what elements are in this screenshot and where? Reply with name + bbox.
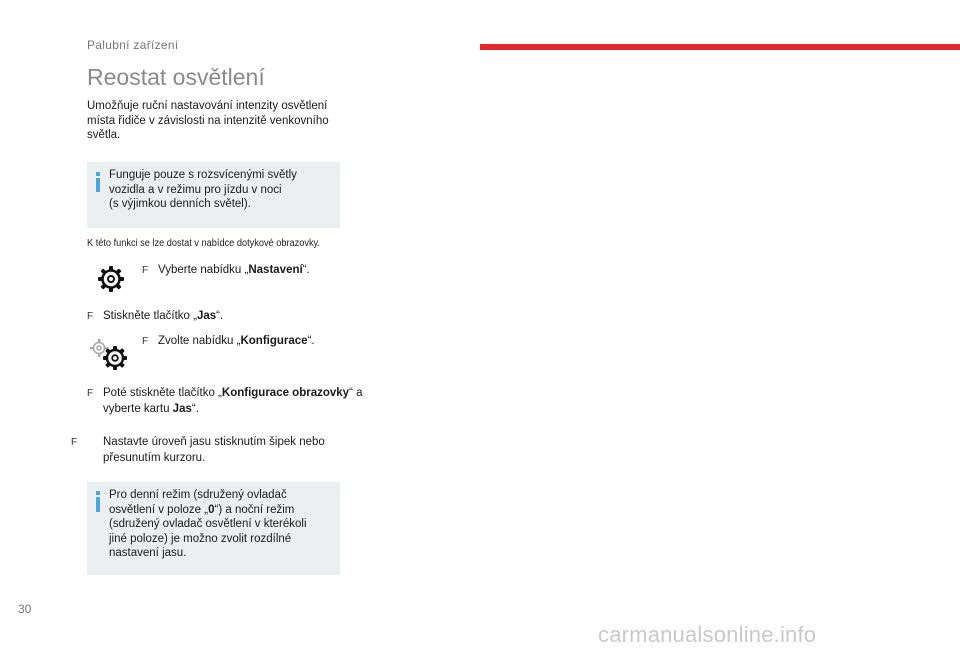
page-number: 30 — [18, 602, 32, 616]
step-keyword: Konfigurace — [240, 335, 308, 347]
access-note: K této funkci se lze dostat v nabídce dotykové obrazovky. — [87, 238, 321, 249]
intro-paragraph: Umožňuje ruční nastavování intenzity osvětlení místa řidiče v závislosti na intenzitě venkovního světla. — [87, 100, 329, 141]
step-screen-configuration — [87, 386, 363, 416]
arrow-bullet-icon: F — [142, 336, 149, 347]
arrow-bullet-icon: F — [87, 311, 94, 322]
step-text: “. — [302, 264, 310, 276]
info-line: (s výjimkou denních světel). — [109, 198, 251, 210]
info-line: Pro denní režim (sdružený ovladač — [109, 489, 287, 501]
section-title: Palubní zařízení — [87, 38, 179, 52]
step-text: Zvolte nabídku „ — [158, 335, 241, 347]
step-keyword: Nastavení — [248, 264, 303, 276]
step-text: “ a vyberte kartu — [103, 387, 363, 415]
info-box-text — [109, 488, 334, 561]
header-accent-bar — [480, 44, 960, 50]
step-set-brightness-level — [71, 435, 363, 465]
watermark: carmanualsonline.info — [598, 622, 817, 647]
page-heading: Reostat osvětlení — [87, 64, 265, 90]
arrow-bullet-icon: F — [71, 437, 78, 448]
step-select-configuration — [142, 334, 315, 350]
step-text: Vyberte nabídku „ — [158, 264, 249, 276]
info-box-text — [109, 168, 334, 212]
info-line: (sdružený ovladač osvětlení v kterékoli — [109, 518, 307, 530]
info-keyword: 0 — [208, 503, 215, 516]
info-line: jiné poloze) je možno zvolit rozdílné — [109, 532, 292, 545]
info-line: nastavení jasu. — [109, 547, 187, 559]
info-box-night-mode — [87, 162, 340, 228]
info-icon — [96, 491, 100, 512]
step-keyword: Jas — [196, 310, 217, 322]
step-text: Poté stiskněte tlačítko „ — [103, 387, 222, 399]
step-text: “. — [216, 310, 224, 322]
step-keyword: Konfigurace obrazovky — [221, 387, 350, 399]
step-text: Nastavte úroveň jasu stisknutím šipek nebo přesunutím kurzoru. — [103, 436, 325, 464]
info-line: vozidla a v režimu pro jízdu v noci — [109, 183, 282, 196]
step-press-brightness — [87, 309, 223, 325]
info-line — [109, 503, 334, 518]
info-text-part: osvětlení v poloze „ — [109, 503, 209, 516]
step-select-settings — [142, 263, 310, 279]
step-keyword: Jas — [172, 402, 192, 415]
gear-icon — [96, 264, 126, 294]
step-text: “. — [191, 402, 199, 415]
info-box-day-night-mode — [87, 482, 340, 575]
info-line: Funguje pouze s rozsvícenými světly — [109, 169, 297, 181]
configuration-gears-icon — [88, 337, 130, 373]
arrow-bullet-icon: F — [87, 388, 94, 399]
info-icon — [96, 172, 100, 192]
arrow-bullet-icon: F — [142, 265, 149, 276]
step-text: “. — [307, 335, 315, 347]
info-text-part: “) a noční režim — [214, 503, 295, 516]
step-text: Stiskněte tlačítko „ — [103, 310, 197, 322]
